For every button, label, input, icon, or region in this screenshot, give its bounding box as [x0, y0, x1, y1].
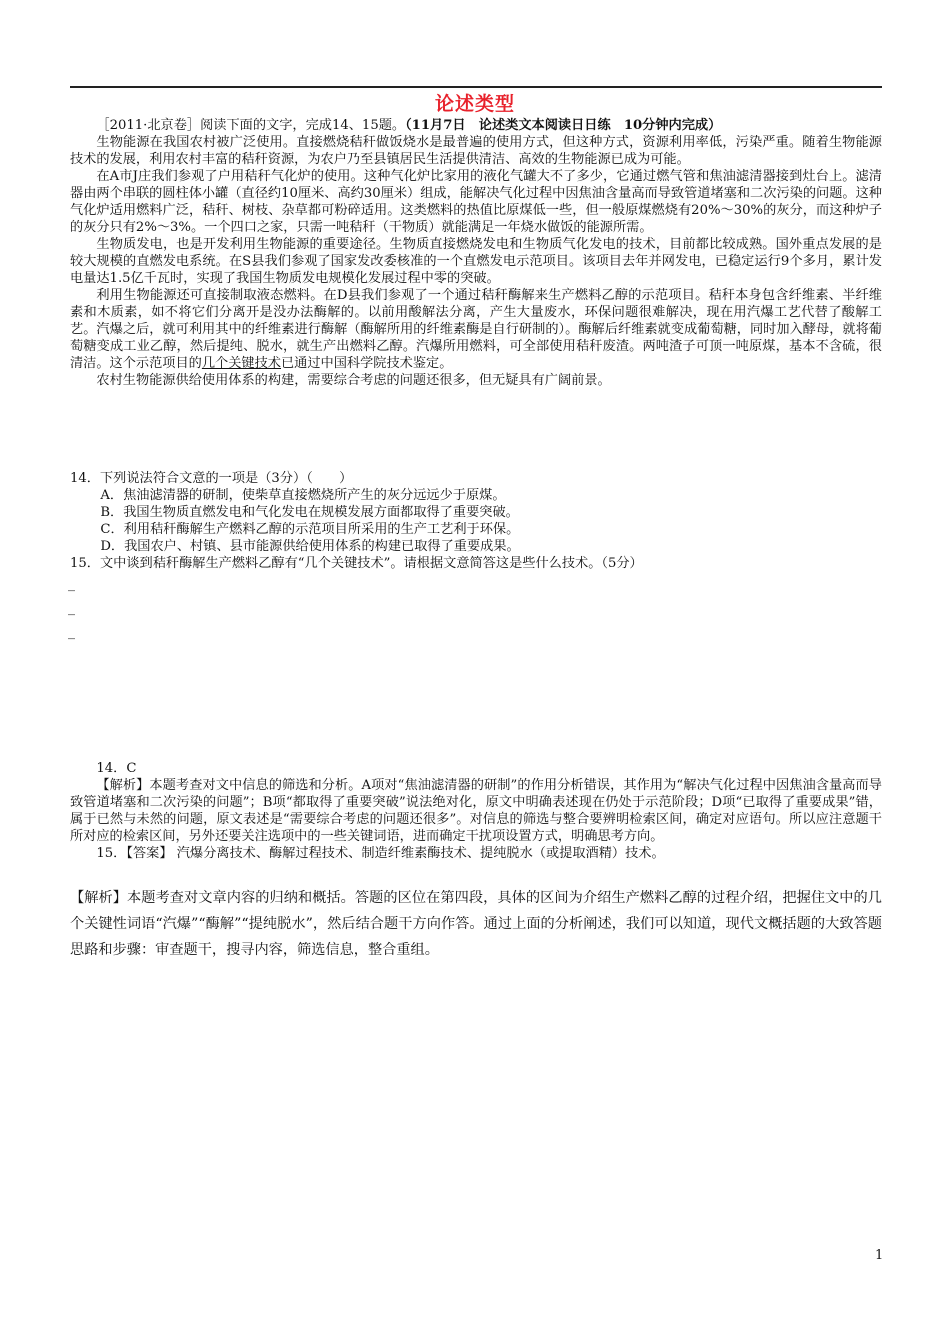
passage-paragraph-3: 生物质发电，也是开发利用生物能源的重要途径。生物质直接燃烧发电和生物质气化发电的技术，目前都比较成熟。国外重点发展的是较大规模的直燃发电系统。在S县我们参观了国家发改委核准的一个直燃发电示范项目。该项目去年并网发电，已稳定运行9个多月，累计发电量达1.5亿千瓦时，实现了我国生物质发电规模化发展过程中零的突破。 — [70, 237, 882, 286]
question-14 — [70, 470, 882, 572]
passage-paragraph-4-text: 利用生物能源还可直接制取液态燃料。在D县我们参观了一个通过秸秆酶解来生产燃料乙醇的示范项目。秸秆本身包含纤维素、半纤维素和木质素，如不将它们分离开是没办法酶解的。以前用酸解法分离，产生大量废水，环保问题很难解决，现在用汽爆工艺代替了酸解工艺。汽爆之后，就可利用其中的纤维素进行酶解（酶解所用的纤维素酶是自行研制的）。酶解后纤维素就变成葡萄糖，同时加入酵母，就将葡萄糖变成工业乙醇，然后提纯、脱水，就生产出燃料乙醇。汽爆所用燃料，可全部使用秸秆废渣。两吨渣子可顶一吨原煤，基本不含硫，很清洁。这个示范项目的 — [70, 288, 882, 371]
option-c: C．利用秸秆酶解生产燃料乙醇的示范项目所采用的生产工艺利于环保。 — [100, 522, 520, 537]
option-b: B．我国生物质直燃发电和气化发电在规模发展方面都取得了重要突破。 — [100, 505, 519, 520]
passage-paragraph-1: 生物能源在我国农村被广泛使用。直接燃烧秸秆做饭烧水是最普遍的使用方式，但这种方式，资源利用率低，污染严重。随着生物能源技术的发展，利用农村丰富的秸秆资源，为农户乃至县镇居民生活提供清洁、高效的生物能源已成为可能。 — [70, 135, 882, 167]
passage-paragraph-5: 农村生物能源供给使用体系的构建，需要综合考虑的问题还很多，但无疑具有广阔前景。 — [96, 373, 611, 388]
answer-blank-2: _ — [68, 600, 75, 616]
key-technology-underlined: 几个关键技术 — [201, 356, 281, 371]
answer-blank-3: _ — [68, 624, 75, 640]
answer-section — [70, 760, 882, 862]
answer-15-analysis: 【解析】本题考查对文章内容的归纳和概括。答题的区位在第四段，具体的区间为介绍生产燃料乙醇的过程介绍，把握住文中的几个关键性词语“汽爆”“酶解”“提纯脱水”，然后结合题干方向作答。通过上面的分析阐述，我们可以知道，现代文概括题的大致答题思路和步骤：审查题干，搜寻内容，筛选信息，整合重组。 — [70, 890, 882, 958]
source-note: （11月7日 论述类文本阅读日日练 10分钟内完成） — [405, 118, 722, 133]
passage — [70, 134, 882, 389]
option-d: D．我国农户、村镇、县市能源供给使用体系的构建已取得了重要成果。 — [100, 539, 520, 554]
option-a: A．焦油滤清器的研制，使柴草直接燃烧所产生的灰分远远少于原煤。 — [100, 488, 506, 503]
source-prefix: ［2011·北京卷］阅读下面的文字，完成14、15题。 — [96, 118, 406, 133]
passage-paragraph-2: 在A市J庄我们参观了户用秸秆气化炉的使用。这种气化炉比家用的液化气罐大不了多少，它通过燃气管和焦油滤清器接到灶台上。滤清器由两个串联的圆柱体小罐（直径约10厘米、高约30厘米）组成，能解决气化过程中因焦油含量高而导致管道堵塞和二次污染的问题。这种气化炉适用燃料广泛，秸秆、树枝、杂草都可粉碎适用。这类燃料的热值比原煤低一些，但一般原煤燃烧有20%～30%的灰分，而这种炉子的灰分只有2%～3%。一个四口之家，只需一吨秸秆（干物质）就能满足一年烧水做饭的能源所需。 — [70, 169, 882, 235]
header-rule — [70, 86, 882, 88]
answer-15: 15．【答案】 汽爆分离技术、酶解过程技术、制造纤维素酶技术、提纯脱水（或提取酒精）技术。 — [96, 846, 665, 861]
passage-paragraph-4-tail: 已通过中国科学院技术鉴定。 — [281, 356, 453, 371]
answer-blank-1: _ — [68, 576, 75, 592]
question-15-stem: 15．文中谈到秸秆酶解生产燃料乙醇有“几个关键技术”。请根据文意简答这是些什么技术。（5分） — [70, 556, 643, 571]
source-line — [70, 117, 882, 134]
page-title: 论述类型 — [434, 93, 515, 115]
answer-14: 14．C — [96, 761, 137, 776]
answer-14-analysis: 【解析】本题考查对文中信息的筛选和分析。A项对“焦油滤清器的研制”的作用分析错误，其作用为“解决气化过程中因焦油含量高而导致管道堵塞和二次污染的问题”；B项“都取得了重要突破”说法绝对化，原文中明确表述现在仍处于示范阶段；D项“已取得了重要成果”错，属于已然与未然的问题，原文表述是“需要综合考虑的问题还很多”。对信息的筛选与整合要辨明检索区间，确定对应语句。所以应注意题干所对应的检索区间，另外还要关注选项中的一些关键词语，进而确定干扰项设置方式，明确思考方向。 — [70, 778, 882, 844]
page-number: 1 — [875, 1248, 884, 1263]
passage-paragraph-4 — [70, 287, 882, 372]
question-14-stem: 14．下列说法符合文意的一项是（3分）（ ） — [70, 471, 353, 486]
answer-15-analysis-block — [70, 885, 882, 963]
